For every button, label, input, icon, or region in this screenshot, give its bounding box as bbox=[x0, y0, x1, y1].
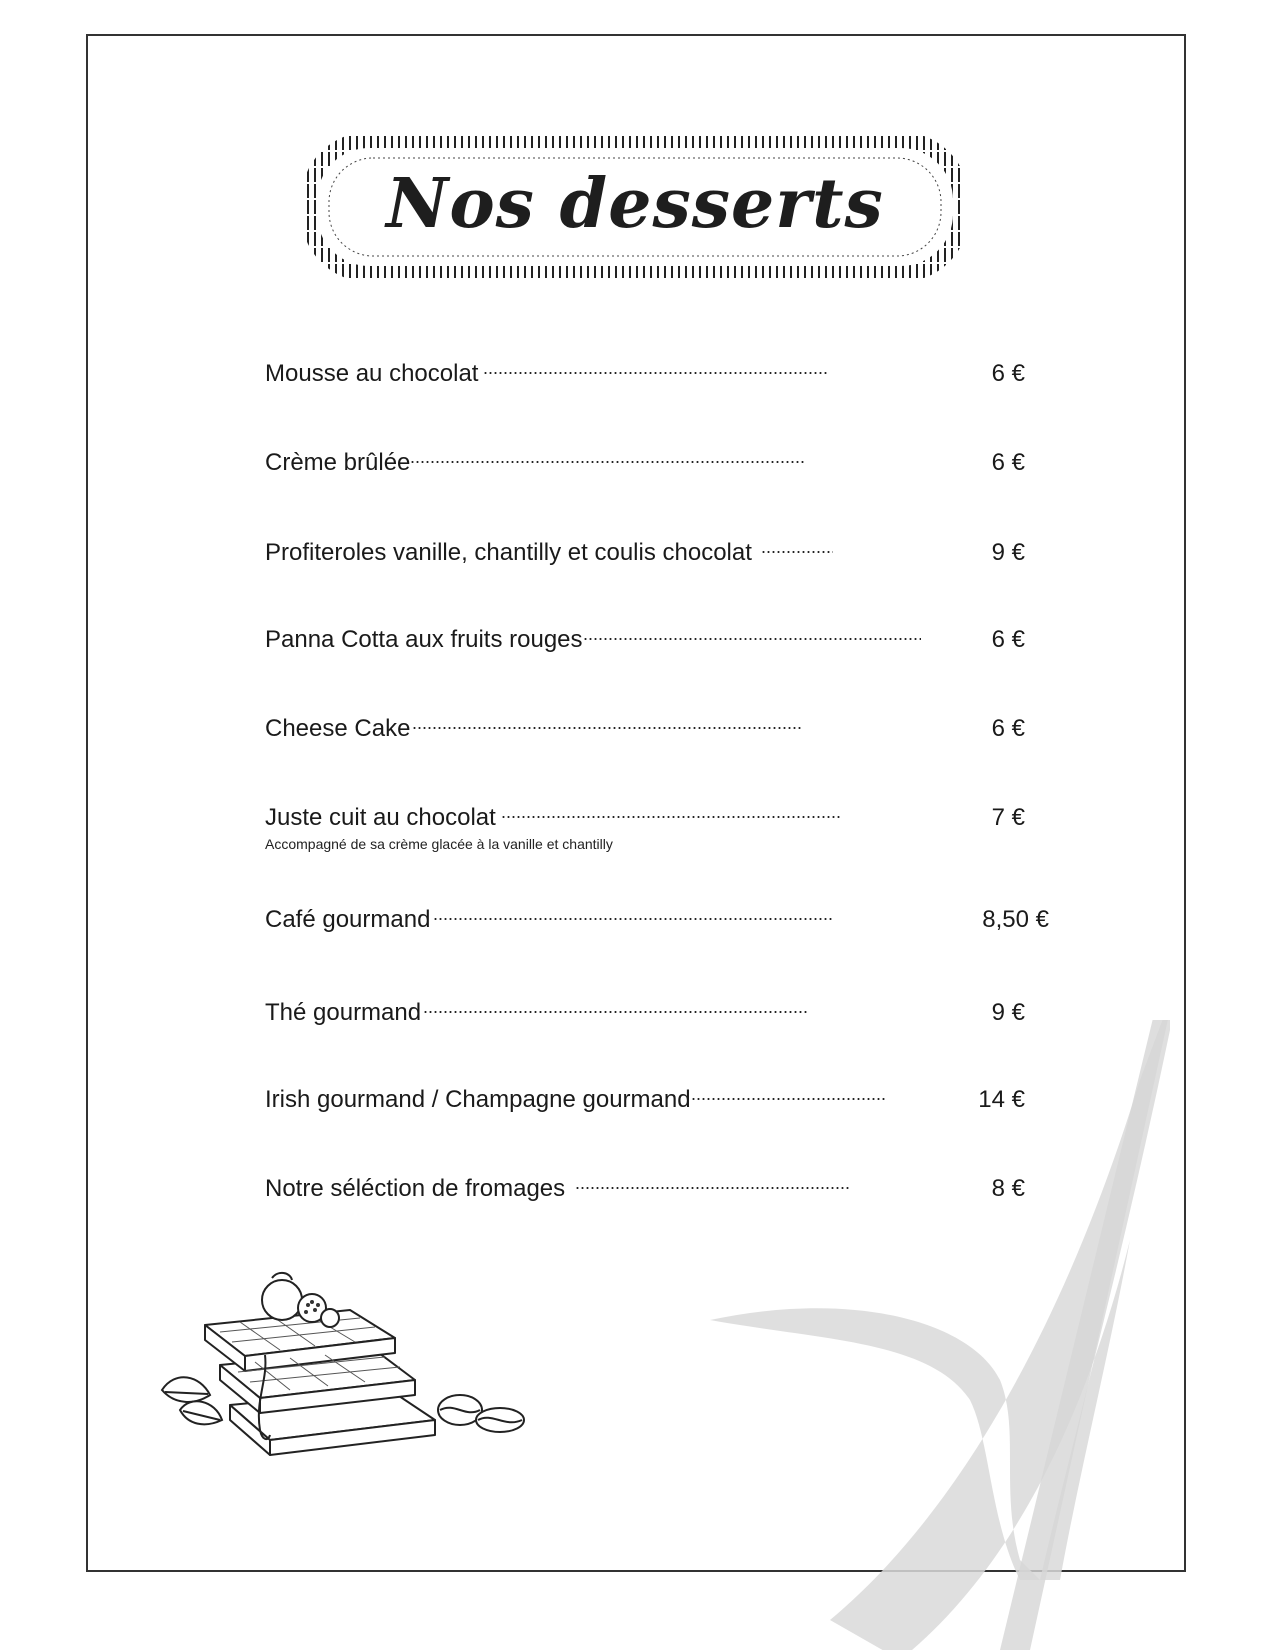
menu-item bbox=[265, 449, 1025, 481]
item-description: Accompagné de sa crème glacée à la vanille et chantilly bbox=[265, 836, 613, 852]
item-price: 9 € bbox=[991, 999, 1025, 1026]
item-price: 6 € bbox=[991, 449, 1025, 476]
item-price: 7 € bbox=[991, 804, 1025, 831]
leader-dots bbox=[761, 550, 833, 554]
menu-item bbox=[265, 804, 1025, 862]
item-price: 6 € bbox=[991, 715, 1025, 742]
item-name: Irish gourmand / Champagne gourmand bbox=[265, 1086, 691, 1113]
menu-item bbox=[265, 1175, 1025, 1207]
leader-dots bbox=[410, 460, 806, 464]
menu-item bbox=[265, 906, 1049, 938]
leader-dots bbox=[433, 917, 833, 921]
item-name: Crème brûlée bbox=[265, 449, 411, 476]
item-name: Notre séléction de fromages bbox=[265, 1175, 566, 1202]
item-name: Panna Cotta aux fruits rouges bbox=[265, 626, 583, 653]
leader-dots bbox=[501, 815, 841, 819]
item-name: Café gourmand bbox=[265, 906, 431, 933]
leader-dots bbox=[423, 1010, 809, 1014]
item-name: Cheese Cake bbox=[265, 715, 411, 742]
leader-dots bbox=[691, 1097, 887, 1101]
leader-dots bbox=[412, 726, 802, 730]
leader-dots bbox=[575, 1186, 851, 1190]
item-price: 14 € bbox=[978, 1086, 1025, 1113]
item-price: 6 € bbox=[991, 360, 1025, 387]
menu-item bbox=[265, 999, 1025, 1031]
leader-dots bbox=[483, 371, 827, 375]
menu-item bbox=[265, 1086, 1025, 1118]
item-name: Thé gourmand bbox=[265, 999, 422, 1026]
menu-item bbox=[265, 539, 1025, 571]
item-name: Mousse au chocolat bbox=[265, 360, 479, 387]
menu-item bbox=[265, 715, 1025, 747]
item-price: 9 € bbox=[991, 539, 1025, 566]
item-price: 8,50 € bbox=[982, 906, 1049, 933]
page-title: Nos desserts bbox=[386, 164, 884, 244]
item-price: 6 € bbox=[991, 626, 1025, 653]
item-price: 8 € bbox=[991, 1175, 1025, 1202]
item-name: Profiteroles vanille, chantilly et coulis chocolat bbox=[265, 539, 752, 566]
waffle-illustration bbox=[160, 1270, 560, 1480]
item-name: Juste cuit au chocolat bbox=[265, 804, 496, 831]
menu-item bbox=[265, 360, 1025, 392]
menu-item bbox=[265, 626, 1025, 658]
leader-dots bbox=[583, 637, 921, 641]
